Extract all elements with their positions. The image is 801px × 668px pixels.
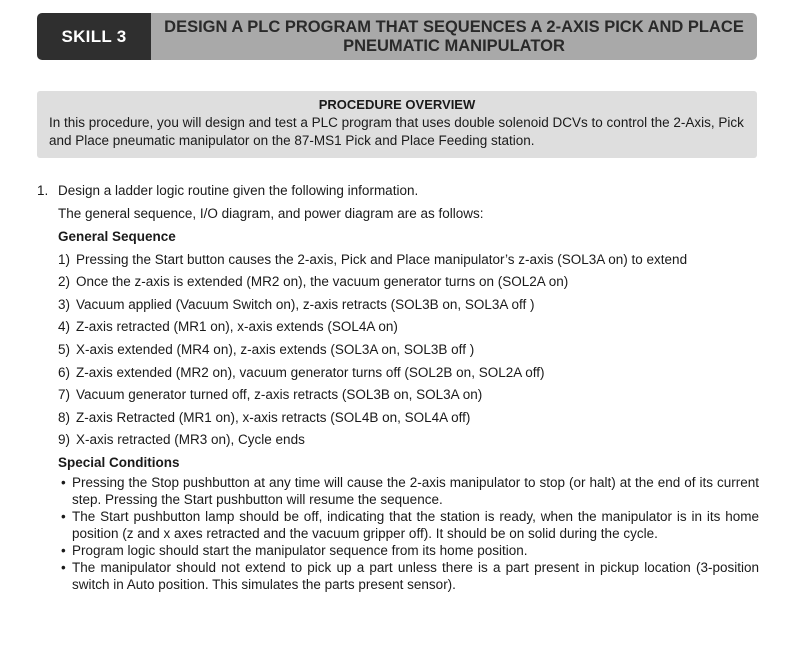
skill-header: [37, 13, 757, 60]
sequence-text: Vacuum generator turned off, z-axis retracts (SOL3B on, SOL3A on): [76, 387, 483, 403]
step-1: [37, 182, 759, 200]
procedure-overview-text: In this procedure, you will design and test a PLC program that uses double solenoid DCVs to control the 2-Axis, Pick and Place pneumatic manipulator on the 87-MS1 Pick and Place Feeding station.: [49, 115, 744, 148]
sequence-number: 9): [58, 432, 71, 448]
sequence-number: 3): [58, 296, 71, 312]
general-sequence-heading: General Sequence: [58, 229, 176, 244]
bullet-icon: •: [61, 509, 66, 525]
condition-text: Pressing the Stop pushbutton at any time will cause the 2-axis manipulator to stop (or halt) at the end of its current step. Pressing the Start pushbutton will resume the sequence.: [72, 475, 759, 508]
sequence-number: 2): [58, 274, 71, 290]
condition-item: [61, 474, 759, 508]
sequence-text: Z-axis retracted (MR1 on), x-axis extends (SOL4A on): [76, 319, 398, 335]
sequence-text: X-axis retracted (MR3 on), Cycle ends: [76, 432, 305, 448]
sequence-item: [58, 273, 759, 291]
condition-item: [61, 508, 759, 542]
sequence-item: [58, 364, 759, 382]
condition-item: [61, 542, 759, 559]
sequence-text: Once the z-axis is extended (MR2 on), the vacuum generator turns on (SOL2A on): [76, 274, 569, 290]
sequence-number: 4): [58, 319, 71, 335]
condition-text: The Start pushbutton lamp should be off, indicating that the station is ready, when the manipulator is in its home position (z and x axes retracted and the vacuum gripper off). It should be on solid during the cycle.: [72, 509, 759, 542]
sequence-text: X-axis extended (MR4 on), z-axis extends (SOL3A on, SOL3B off ): [76, 341, 475, 357]
procedure-steps: [37, 182, 759, 593]
general-sequence-list: [58, 251, 759, 450]
sequence-item: [58, 431, 759, 449]
sequence-item: [58, 341, 759, 359]
procedure-overview-heading: PROCEDURE OVERVIEW: [318, 97, 476, 112]
sequence-number: 8): [58, 409, 71, 425]
skill-title-line-1: DESIGN A PLC PROGRAM THAT SEQUENCES A 2-AXIS PICK AND PLACE: [164, 17, 744, 36]
step-text: Design a ladder logic routine given the following information.: [58, 183, 419, 198]
condition-item: [61, 559, 759, 593]
bullet-icon: •: [61, 560, 66, 576]
procedure-overview-box: [37, 91, 757, 158]
skill-title-line-2: PNEUMATIC MANIPULATOR: [343, 36, 565, 55]
sequence-text: Pressing the Start button causes the 2-axis, Pick and Place manipulator’s z-axis (SOL3A on) to extend: [76, 251, 688, 267]
skill-title: [151, 13, 757, 60]
sequence-item: [58, 251, 759, 269]
special-conditions-heading: Special Conditions: [58, 455, 180, 471]
sequence-number: 7): [58, 387, 71, 403]
step-number: 1.: [37, 183, 49, 198]
bullet-icon: •: [61, 543, 66, 559]
sequence-item: [58, 318, 759, 336]
sequence-item: [58, 409, 759, 427]
step-intro: The general sequence, I/O diagram, and power diagram are as follows:: [58, 206, 484, 221]
sequence-item: [58, 296, 759, 314]
bullet-icon: •: [61, 475, 66, 491]
condition-text: The manipulator should not extend to pick up a part unless there is a part present in pickup location (3-position switch in Auto position. This simulates the parts present sensor).: [72, 560, 759, 593]
sequence-text: Z-axis Retracted (MR1 on), x-axis retracts (SOL4B on, SOL4A off): [76, 409, 471, 425]
sequence-text: Z-axis extended (MR2 on), vacuum generator turns off (SOL2B on, SOL2A off): [76, 364, 545, 380]
special-conditions-list: [61, 474, 759, 593]
sequence-number: 1): [58, 251, 71, 267]
sequence-number: 5): [58, 341, 71, 357]
sequence-text: Vacuum applied (Vacuum Switch on), z-axis retracts (SOL3B on, SOL3A off ): [76, 296, 535, 312]
condition-text: Program logic should start the manipulator sequence from its home position.: [72, 543, 528, 559]
sequence-item: [58, 386, 759, 404]
skill-label: SKILL 3: [37, 13, 151, 60]
sequence-number: 6): [58, 364, 71, 380]
